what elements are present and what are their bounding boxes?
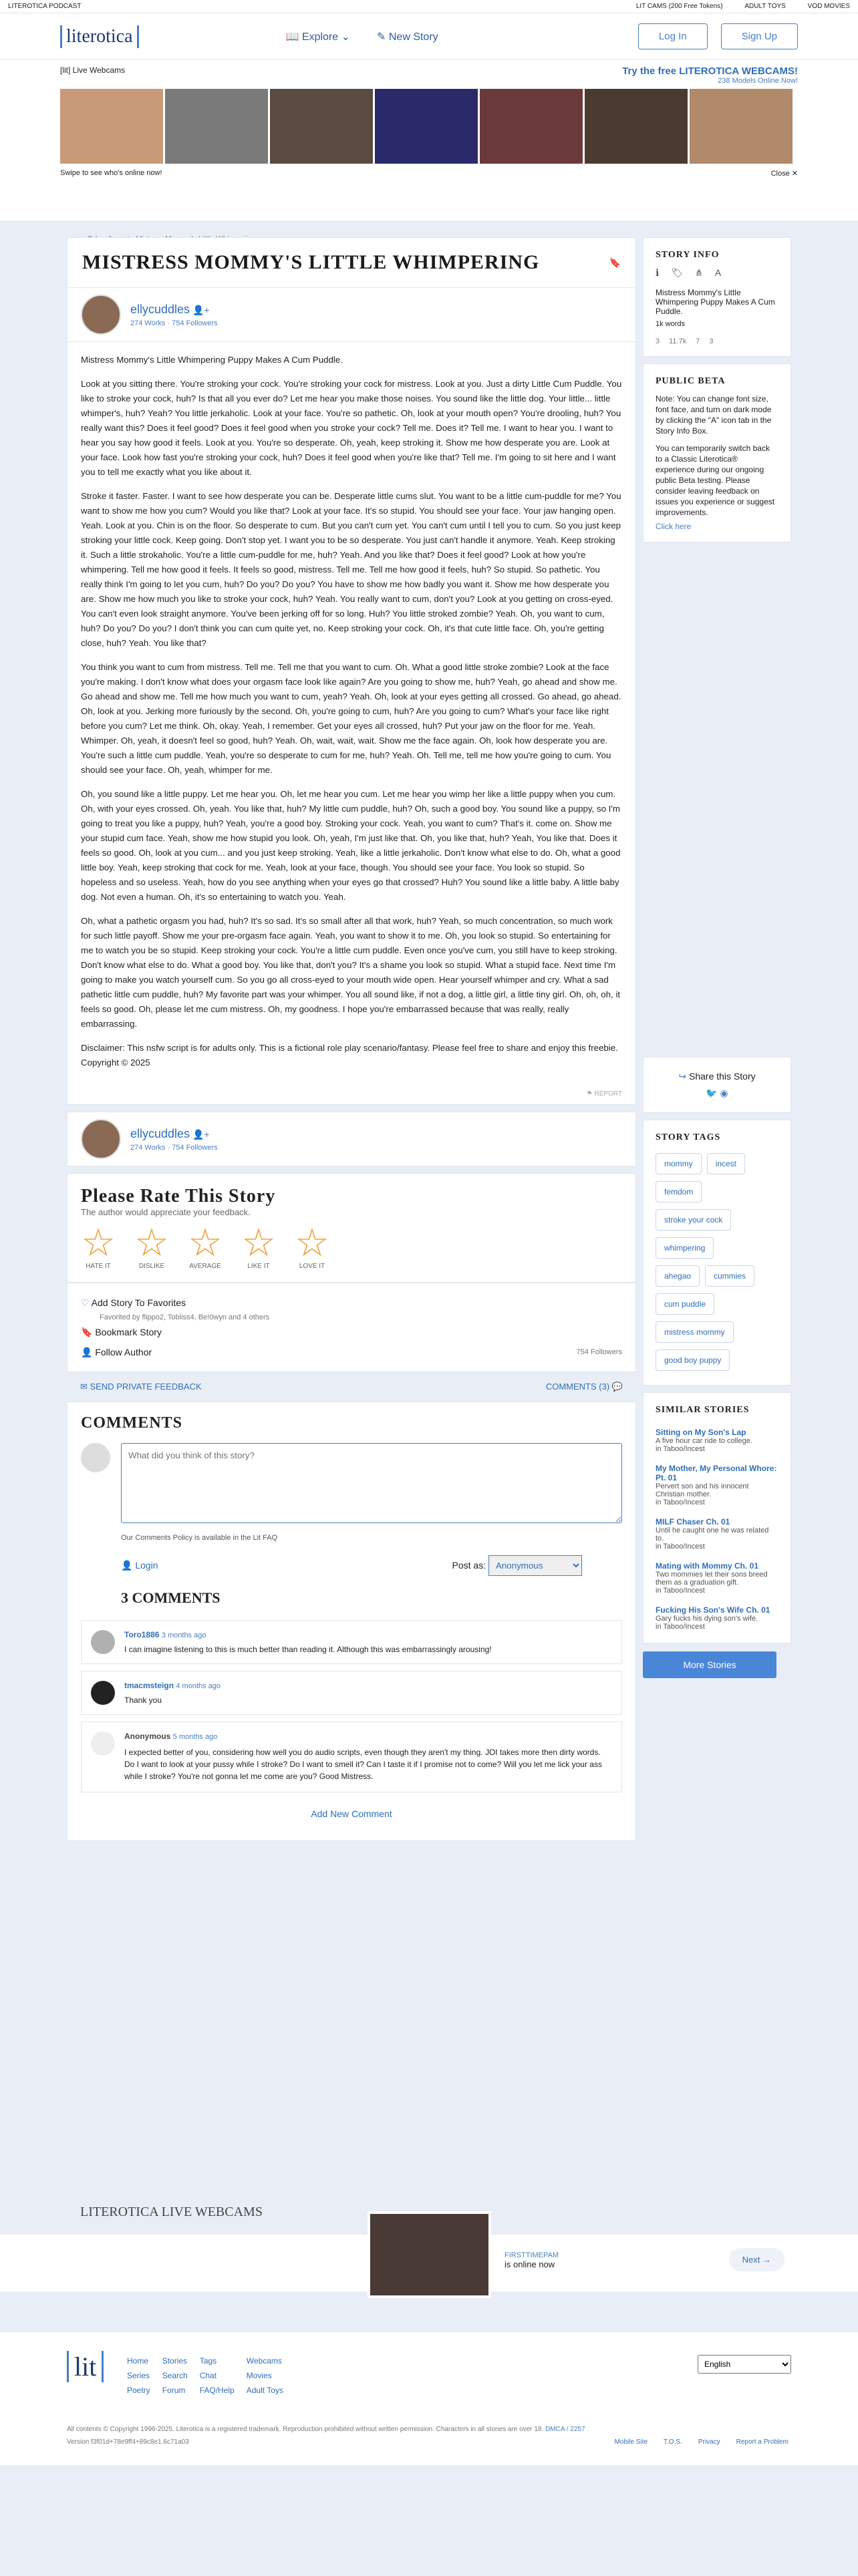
share-card — [643, 1057, 791, 1113]
top-strip — [0, 0, 858, 13]
works-count[interactable]: 274 Works — [130, 1143, 166, 1152]
similar-story[interactable]: Fucking His Son's Wife Ch. 01 Gary fucks his dying son's wife. in Taboo/Incest — [656, 1605, 770, 1631]
story-paragraph: Look at you sitting there. You're stroking your cock. You're stroking your cock for mistress. Look at you. Just a dirty Little Cum Puddle. You like to stroke your cock, huh? Is that all you ever do? Let me hear you make those noises. You sound like the little dog. Your little... little whimper's, huh? Yeah? You little jerkaholic. Look at your face. You're so pathetic. Oh, look at your mouth open? You're drooling, huh? You really want this? Does it feel good? Does it feel good when you stroke your cock? Tell me. Does it? Tell me. I want to hear you. I want to hear you say how good it feels. Look at you. You're so desperate. Oh, yeah, keep stroking it. Show me how desperate you are. Look at your face. Look how fast you're stroking your cock, huh? Does it feel good when you're like that? Tell me. I'm going to sit here and I want you to tell me exactly what you like about it. — [81, 379, 622, 477]
similar-story[interactable]: My Mother, My Personal Whore: Pt. 01 Pervert son and his innocent Christian mother. in Taboo/Incest — [656, 1464, 777, 1506]
footer-bottom-link[interactable]: Mobile Site — [614, 2438, 648, 2446]
tag-chip[interactable]: ahegao — [656, 1265, 700, 1287]
more-stories-button[interactable]: More Stories — [643, 1651, 776, 1678]
comment-item — [81, 1620, 622, 1664]
footer — [0, 2331, 858, 2465]
similar-story[interactable]: Mating with Mommy Ch. 01 Two mommies let their sons breed them as a graduation gift. in Taboo/Incest — [656, 1561, 768, 1595]
author-block-bottom: ellycuddles 👤+ 274 Works · 754 Followers — [67, 1112, 636, 1166]
webcam-strip — [60, 89, 798, 164]
comment-text: I can imagine listening to this is much better than reading it. Although this was embarrassingly arousing! — [124, 1645, 492, 1654]
vod-link[interactable]: VOD MOVIES — [807, 3, 850, 10]
footer-link[interactable]: Webcams — [246, 2356, 282, 2366]
star-4[interactable]: ☆ LIKE IT — [241, 1221, 276, 1270]
footer-logo[interactable]: lit — [67, 2351, 104, 2382]
swipe-hint: Swipe to see who's online now! — [60, 169, 162, 177]
comment-item — [81, 1671, 622, 1715]
heart-icon: ♡ — [81, 1297, 92, 1308]
similar-title: SIMILAR STORIES — [656, 1405, 750, 1415]
comment-user[interactable]: tmacmsteign — [124, 1681, 174, 1690]
star-5[interactable]: ☆ LOVE IT — [295, 1221, 329, 1270]
comment-icon: 💬 — [611, 1382, 623, 1392]
footer-link[interactable]: Chat — [199, 2371, 217, 2380]
login-button[interactable]: Log In — [638, 23, 708, 49]
user-icon: 👤 — [121, 1560, 136, 1571]
similar-card — [643, 1392, 791, 1643]
comment-time: 5 months ago — [172, 1733, 218, 1741]
tag-chip[interactable]: whimpering — [656, 1237, 714, 1259]
favorite-button[interactable]: ♡ Add Story To Favorites — [81, 1297, 186, 1308]
new-story-link[interactable]: ✎ New Story — [377, 31, 438, 43]
story-card — [67, 237, 636, 1105]
comments-link[interactable]: COMMENTS (3) 💬 — [545, 1382, 623, 1392]
footer-bottom-link[interactable]: Privacy — [698, 2438, 720, 2446]
feedback-bar — [67, 1372, 636, 1402]
site-logo[interactable]: literotica — [60, 25, 139, 48]
followers-count[interactable]: 754 Followers — [172, 1143, 218, 1152]
footer-link[interactable]: Home — [127, 2356, 149, 2366]
info-icon[interactable]: ℹ — [656, 267, 660, 278]
similar-story[interactable]: Sitting on My Son's Lap A five hour car ride to college. in Taboo/Incest — [656, 1428, 752, 1453]
footer-bottom-link[interactable]: Report a Problem — [736, 2438, 789, 2446]
footer-links — [127, 2356, 283, 2395]
footer-link[interactable]: Stories — [162, 2356, 188, 2366]
footer-link[interactable]: Tags — [199, 2356, 217, 2366]
login-link[interactable]: 👤 Login — [121, 1560, 158, 1571]
footer-link[interactable]: Series — [127, 2371, 150, 2380]
comment-user: Anonymous — [124, 1732, 171, 1741]
models-online: 238 Models Online Now! — [718, 77, 798, 85]
webcam-thumb[interactable] — [375, 89, 478, 164]
webcam-promo[interactable]: Try the free LITEROTICA WEBCAMS! 238 Models Online Now! — [622, 65, 798, 85]
story-paragraph: Oh, what a pathetic orgasm you had, huh? It's so sad. It's so small after all that work, huh? Yeah, so much concentration, so much work for such little payoff. Show me your pre-orgasm face again. Yeah, you want to show it to me. Oh, you look so stupid. So entertaining for me to watch you be so stupid. Keep stroking your cock. You're a little cum puddle. Even once you've cum, you still have to keep stroking. Don't know what else to do. What a good boy. You like that, don't you? It's a shame you look so stupid. What a stupid face. Next time I'm going to make you watch yourself cum. So you go all cross-eyed to your mouth wide open. Hear yourself whimper and cry. What a sad pathetic little cum puddle, huh? My favorite part was your whimper. You all sound like, if not a dog, a little girl, a little tiny girl. Oh, oh, oh, it feels so good. Oh, please let me cum mistress. Oh, my goodness. I hope you're embarrassed because that was really, really embarrassing. — [81, 916, 621, 1029]
comment-time: 4 months ago — [176, 1682, 221, 1690]
story-title: MISTRESS MOMMY'S LITTLE WHIMPERING — [82, 251, 540, 273]
actions-card — [67, 1283, 636, 1372]
beta-card — [643, 363, 791, 542]
book-icon: 📖 — [285, 31, 302, 43]
story-stats: 3 11.7k 7 3 — [656, 337, 714, 345]
bookmark-button[interactable]: 🔖 Bookmark Story — [81, 1327, 162, 1337]
comments-heading: COMMENTS — [81, 1414, 182, 1432]
post-as-select[interactable] — [488, 1555, 582, 1576]
dmca-link[interactable]: DMCA / 2257 — [545, 2426, 585, 2433]
story-info-card — [643, 237, 791, 357]
tags-card — [643, 1120, 791, 1386]
signup-button[interactable]: Sign Up — [721, 23, 798, 49]
live-model-name[interactable]: FIRSTTIMEPAM — [505, 2251, 559, 2259]
word-count: 1k words — [656, 320, 686, 328]
star-2[interactable]: ☆ DISLIKE — [134, 1221, 169, 1270]
tag-chip[interactable]: mistress mommy — [656, 1321, 734, 1343]
live-webcams-title: LITEROTICA LIVE WEBCAMS — [80, 2205, 263, 2219]
twitter-icon[interactable]: 🐦 — [706, 1088, 718, 1098]
author-block: ellycuddles 👤+ 274 Works · 754 Followers — [67, 287, 635, 342]
footer-link[interactable]: Adult Toys — [246, 2386, 283, 2395]
favorited-by: Favorited by flippo2, Tobliss4, Be!0wyn and 4 others — [100, 1313, 270, 1321]
comment-text: I expected better of you, considering how well you do audio scripts, even though they aren't my thing. JOI takes more then dirty words. Do I want to look at your pussy while I stroke? Do I want to smell it? Can I taste it if I promise not to come? Will you let me lick your ass while I stroke? You're not gonna let me come are you? Good Mistress. — [124, 1748, 602, 1781]
pen-icon: ✎ — [377, 31, 389, 43]
comment-text: Thank you — [124, 1696, 162, 1705]
follow-icon[interactable]: 👤+ — [192, 304, 210, 315]
live-next-button[interactable]: Next → — [729, 2248, 784, 2271]
footer-link[interactable]: Poetry — [127, 2386, 150, 2395]
close-webcams[interactable]: Close ✕ — [770, 170, 798, 178]
avatar[interactable] — [91, 1681, 115, 1705]
sidebar — [643, 237, 791, 1678]
beta-text: Note: You can change font size, font face, and turn on dark mode by clicking the "A" icon tab in the Story Info Box. — [656, 394, 772, 436]
tag-chip[interactable]: stroke your cock — [656, 1209, 731, 1231]
star-rating — [81, 1221, 622, 1270]
story-paragraph: You think you want to cum from mistress. Tell me. Tell me that you want to cum. Oh. What a good little stroke zombie? Look at the face you're making. I don't know what does your orgasm face look like again? Are you going to show me, huh? Yeah, go ahead and show me. Go ahead and show me. Tell me how much you want to cum, yeah? Yeah. Oh, look at your eyes getting all crossed. Go ahead, go ahead. Oh, look at you. Jerking more furiously by the second. Oh, you're going to cum, huh? Are you going to cum? What's your face like right before you cum? Let me think. Oh, okay. Yeah, I remember. Get your eyes all crossed, huh? Put your jaw on the floor for me. Yeah. Whimper. Oh, yeah, it doesn't feel so good, huh? Yeah. Oh, wait, wait, wait. Show me the face again. Oh, look how desperate you are. You're such a little cum puddle. Yeah, you're so desperate to cum for me, huh? Yeah. Oh. Tell me, tell me how you're going to cum. You should see your face. Oh, yeah, whimper for me. — [81, 662, 621, 775]
tag-chip[interactable]: mommy — [656, 1153, 702, 1174]
story-paragraph: Oh, you sound like a little puppy. Let me hear you. Oh, let me hear you cum. Let me hear you wimp her like a little puppy when you cum. Oh, with your eyes crossed. Oh, yeah. You like that, huh? My little cum puddle, huh? Oh, such a good boy. You sound like a puppy, so I'm going to treat you like a puppy, huh? Yeah, you're a good boy. Stroking your cock. Yeah, you want to cum? That's it. come on. Show me your stupid cum face. Yeah, show me how stupid you look. Oh, yeah, I'm just like that. Oh, you like that, huh? Yeah, You like that. Does it feels so good. Oh, look at you cum... and you just keep stroking. Yeah, like a little jerkaholic. Don't know what else to do. Oh, what a good little boy. Yeah, keep stroking that cock for me. Yeah, look at your face, though. You should see your face. You look so stupid. So hopeless and so useless. Yeah, how do you see anything when your eyes go that crossed? Huh? You sound like a little baby. A little baby dog. Not even a human. Oh, it's so entertaining to watch you. Yeah. — [81, 789, 621, 902]
rating-subtitle: The author would appreciate your feedback. — [81, 1207, 251, 1217]
webcam-thumb[interactable] — [585, 89, 688, 164]
followers-count[interactable]: 754 Followers — [172, 319, 218, 327]
podcast-link[interactable]: LITEROTICA PODCAST — [8, 3, 82, 10]
star-icon: ☆ — [295, 1221, 329, 1265]
webcam-thumb[interactable] — [60, 89, 163, 164]
tag-icon[interactable]: 🏷 — [671, 267, 684, 278]
report-link[interactable]: ⚑ REPORT — [586, 1090, 622, 1098]
follow-button[interactable]: 👤 Follow Author — [81, 1347, 152, 1357]
star-icon: ☆ — [188, 1221, 223, 1265]
tag-chip[interactable]: femdom — [656, 1181, 702, 1202]
copyright-text: All contents © Copyright 1996-2025. Literotica is a registered trademark. Reproduction prohibited without written permission. Characters in all stories are over 18. — [67, 2426, 544, 2433]
star-icon: ☆ — [134, 1221, 169, 1265]
toys-link[interactable]: ADULT TOYS — [744, 3, 786, 10]
tag-chip[interactable]: cummies — [705, 1265, 754, 1287]
tag-chip[interactable]: cum puddle — [656, 1293, 714, 1315]
live-webcam-band — [0, 2235, 858, 2291]
footer-link[interactable]: Movies — [246, 2371, 272, 2380]
comment-input[interactable] — [121, 1443, 622, 1523]
webcam-thumb[interactable] — [270, 89, 373, 164]
star-icon: ☆ — [81, 1221, 116, 1265]
star-1[interactable]: ☆ HATE IT — [81, 1221, 116, 1270]
tag-chip[interactable]: good boy puppy — [656, 1349, 730, 1371]
avatar[interactable] — [91, 1630, 115, 1654]
webcam-band — [0, 60, 858, 220]
add-comment-link[interactable]: Add New Comment — [311, 1808, 392, 1819]
chevron-down-icon: ⌄ — [338, 31, 350, 43]
similar-story[interactable]: MILF Chaser Ch. 01 Until he caught one he was related to. in Taboo/Incest — [656, 1517, 769, 1551]
footer-link[interactable]: Search — [162, 2371, 188, 2380]
comment-item — [81, 1722, 622, 1792]
rating-title: Please Rate This Story — [81, 1186, 276, 1206]
story-info-title: STORY INFO — [656, 250, 720, 260]
avatar[interactable] — [81, 1119, 121, 1159]
story-paragraph: Mistress Mommy's Little Whimpering Puppy Makes A Cum Puddle. — [81, 355, 343, 365]
story-body — [67, 342, 635, 1090]
story-paragraph: Stroke it faster. Faster. I want to see how desperate you can be. Desperate little cums slut. You want to be a little cum-puddle for me? You want to show me how you cum? Would you like that? Look at your face. It's so stupid. You should see your face. Your jaw hanging open. Yeah. Look at you. Chin is on the floor. So desperate to cum. But you can't cum yet. You can't cum until I tell you to cum. So you just keep stroking your little cock. Keep going. Don't stop yet. I want you to be so desperate. You just can't handle it anymore. Yeah. Keep stroking it. Such a little strokaholic. You're a little cum-puddle for me, huh? Yeah. And you like that? Does it feel good? Look at how you're whimpering. Tell me how good it feels. It feels so good, mistress. Tell me. Tell me how good it feels, huh? So stupid. So pathetic. You really think I'm going to let you cum, huh? Do you? Do you? You have to show me how badly you want it. Show me how desperate you are. Show me how much you like to stroke your cock, huh? Yeah. You really want to cum, don't you? Look at you getting on cross-eyed. You can't even look straight anymore. You've been jerking off for so long. Huh? You little stroked zombie? Yeah. Oh, you want to cum, huh? Do you? Do you? I don't think you can cum quite yet, no. Keep stroking your cock. Oh, it's that cute little face. Oh, you're getting close, huh? Yeah. You like that? — [81, 491, 621, 648]
bookmark-icon[interactable]: 🔖 — [609, 257, 621, 268]
reddit-icon[interactable]: ◉ — [720, 1088, 728, 1098]
post-as-label: Post as: — [452, 1560, 486, 1571]
story-paragraph: Disclaimer: This nsfw script is for adults only. This is a fictional role play scenario/fantasy. Please feel free to share and enjoy this freebie. Copyright © 2025 — [81, 1043, 618, 1068]
story-description: Mistress Mommy's Little Whimpering Puppy Makes A Cum Puddle. — [656, 288, 775, 316]
webcam-thumb[interactable] — [480, 89, 583, 164]
webcam-thumb[interactable] — [165, 89, 268, 164]
comments-card — [67, 1402, 636, 1841]
live-webcam-thumb[interactable] — [368, 2211, 491, 2298]
close-icon: ✕ — [791, 170, 798, 178]
font-icon[interactable]: A — [714, 267, 722, 278]
main-column — [67, 237, 636, 1841]
footer-link[interactable]: Forum — [162, 2386, 186, 2395]
explore-menu[interactable]: 📖 Explore ⌄ — [285, 31, 350, 43]
share-icon[interactable]: ⋔ — [695, 267, 703, 278]
webcam-thumb[interactable] — [690, 89, 793, 164]
author-name[interactable]: ellycuddles — [130, 1126, 190, 1140]
avatar[interactable] — [81, 295, 121, 335]
language-select[interactable] — [698, 2355, 791, 2374]
arrow-right-icon: → — [762, 2255, 771, 2265]
followers-count: 754 Followers — [576, 1348, 622, 1356]
tags-title: STORY TAGS — [656, 1132, 721, 1142]
follow-icon[interactable]: 👤+ — [192, 1128, 210, 1140]
beta-text-2: You can temporarily switch back to a Classic Literotica® experience during our ongoing public Beta testing. Please consider leaving feedback on issues you experience or suggest improvements. — [656, 444, 775, 517]
star-3[interactable]: ☆ AVERAGE — [188, 1221, 223, 1270]
comments-count-title: 3 COMMENTS — [121, 1589, 221, 1606]
webcam-label: [lit] Live Webcams — [60, 65, 126, 75]
star-icon: ☆ — [241, 1221, 276, 1265]
works-count[interactable]: 274 Works — [130, 319, 166, 327]
flag-icon: ⚑ — [586, 1090, 595, 1098]
share-icon: ↪ — [678, 1071, 689, 1082]
avatar — [81, 1443, 110, 1472]
share-title: ↪ Share this Story — [678, 1071, 756, 1082]
comment-time: 3 months ago — [161, 1631, 206, 1639]
comment-user[interactable]: Toro1886 — [124, 1630, 160, 1639]
feedback-link[interactable]: ✉ SEND PRIVATE FEEDBACK — [80, 1382, 202, 1392]
footer-bottom-link[interactable]: T.O.S. — [664, 2438, 682, 2446]
tag-chip[interactable]: incest — [707, 1153, 745, 1174]
rating-card — [67, 1173, 636, 1283]
cams-link[interactable]: LIT CAMS (200 Free Tokens) — [635, 3, 723, 10]
beta-title: PUBLIC BETA — [656, 376, 726, 386]
follow-icon: 👤 — [81, 1347, 96, 1357]
lit-icon: [lit] — [60, 65, 73, 75]
mail-icon: ✉ — [80, 1382, 90, 1392]
bookmark-icon: 🔖 — [81, 1327, 96, 1337]
header — [0, 13, 858, 60]
version-text: Version f3f01d+78e9ff4+89c8e1.6c71a03 — [67, 2438, 189, 2446]
comments-policy[interactable]: Our Comments Policy is available in the Lit FAQ — [121, 1534, 278, 1542]
footer-link[interactable]: FAQ/Help — [199, 2386, 235, 2395]
live-status: is online now — [505, 2259, 555, 2269]
beta-click-link[interactable]: Click here — [656, 522, 692, 531]
author-name[interactable]: ellycuddles — [130, 302, 190, 316]
avatar — [91, 1732, 115, 1756]
